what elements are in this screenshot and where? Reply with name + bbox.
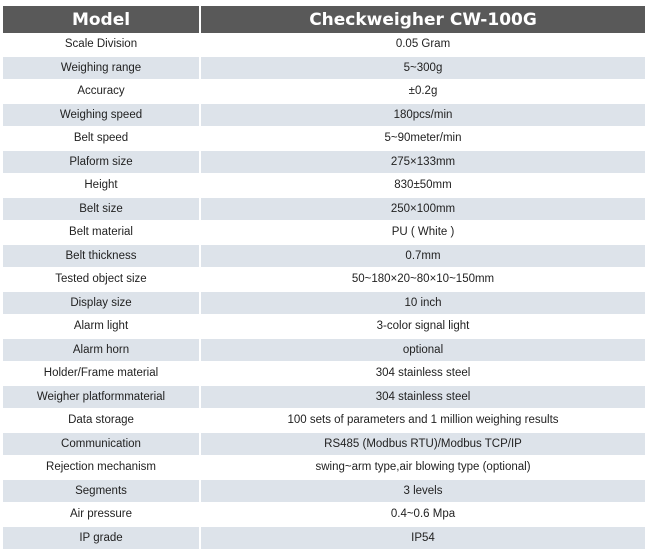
spec-label: Plaform size xyxy=(3,150,200,174)
spec-value: 10 inch xyxy=(200,291,645,315)
spec-label: Belt thickness xyxy=(3,244,200,268)
spec-label: Weighing range xyxy=(3,56,200,80)
spec-label: Alarm horn xyxy=(3,338,200,362)
spec-label: IP grade xyxy=(3,526,200,550)
table-row xyxy=(3,127,645,151)
spec-value: 3 levels xyxy=(200,479,645,503)
table-row xyxy=(3,221,645,245)
table-row xyxy=(3,291,645,315)
spec-value: RS485 (Modbus RTU)/Modbus TCP/IP xyxy=(200,432,645,456)
spec-value: 275×133mm xyxy=(200,150,645,174)
spec-label: Alarm light xyxy=(3,315,200,339)
spec-value: IP54 xyxy=(200,526,645,550)
table-row xyxy=(3,362,645,386)
spec-label: Belt speed xyxy=(3,127,200,151)
spec-label: Weighing speed xyxy=(3,103,200,127)
spec-label: Rejection mechanism xyxy=(3,456,200,480)
table-row xyxy=(3,150,645,174)
spec-label: Segments xyxy=(3,479,200,503)
spec-value: 830±50mm xyxy=(200,174,645,198)
table-row xyxy=(3,103,645,127)
spec-label: Tested object size xyxy=(3,268,200,292)
spec-value: 0.05 Gram xyxy=(200,33,645,56)
spec-value: 5~300g xyxy=(200,56,645,80)
table-row xyxy=(3,503,645,527)
table-row xyxy=(3,33,645,56)
spec-label: Belt material xyxy=(3,221,200,245)
spec-value: 304 stainless steel xyxy=(200,362,645,386)
spec-label: Accuracy xyxy=(3,80,200,104)
spec-label: Weigher platformmaterial xyxy=(3,385,200,409)
spec-label: Display size xyxy=(3,291,200,315)
spec-label: Air pressure xyxy=(3,503,200,527)
spec-value: 304 stainless steel xyxy=(200,385,645,409)
spec-table-header xyxy=(3,6,645,33)
table-row xyxy=(3,479,645,503)
spec-value: 100 sets of parameters and 1 million weighing results xyxy=(200,409,645,433)
header-model: Model xyxy=(3,6,200,33)
spec-value: 250×100mm xyxy=(200,197,645,221)
spec-table xyxy=(3,6,645,550)
header-product-name: Checkweigher CW-100G xyxy=(200,6,645,33)
table-row xyxy=(3,432,645,456)
header-row xyxy=(3,6,645,33)
table-row xyxy=(3,338,645,362)
table-row xyxy=(3,456,645,480)
table-row xyxy=(3,315,645,339)
spec-label: Scale Division xyxy=(3,33,200,56)
spec-value: ±0.2g xyxy=(200,80,645,104)
spec-label: Communication xyxy=(3,432,200,456)
spec-value: PU ( White ) xyxy=(200,221,645,245)
spec-value: 5~90meter/min xyxy=(200,127,645,151)
spec-label: Belt size xyxy=(3,197,200,221)
spec-value: swing~arm type,air blowing type (optional) xyxy=(200,456,645,480)
spec-value: 0.7mm xyxy=(200,244,645,268)
spec-value: 50~180×20~80×10~150mm xyxy=(200,268,645,292)
table-row xyxy=(3,80,645,104)
table-row xyxy=(3,56,645,80)
table-row xyxy=(3,197,645,221)
spec-value: 0.4~0.6 Mpa xyxy=(200,503,645,527)
spec-value: 180pcs/min xyxy=(200,103,645,127)
spec-label: Data storage xyxy=(3,409,200,433)
spec-label: Height xyxy=(3,174,200,198)
table-row xyxy=(3,174,645,198)
table-row xyxy=(3,409,645,433)
table-row xyxy=(3,526,645,550)
spec-table-body xyxy=(3,33,645,550)
table-row xyxy=(3,385,645,409)
spec-value: 3-color signal light xyxy=(200,315,645,339)
table-row xyxy=(3,244,645,268)
spec-value: optional xyxy=(200,338,645,362)
spec-label: Holder/Frame material xyxy=(3,362,200,386)
table-row xyxy=(3,268,645,292)
